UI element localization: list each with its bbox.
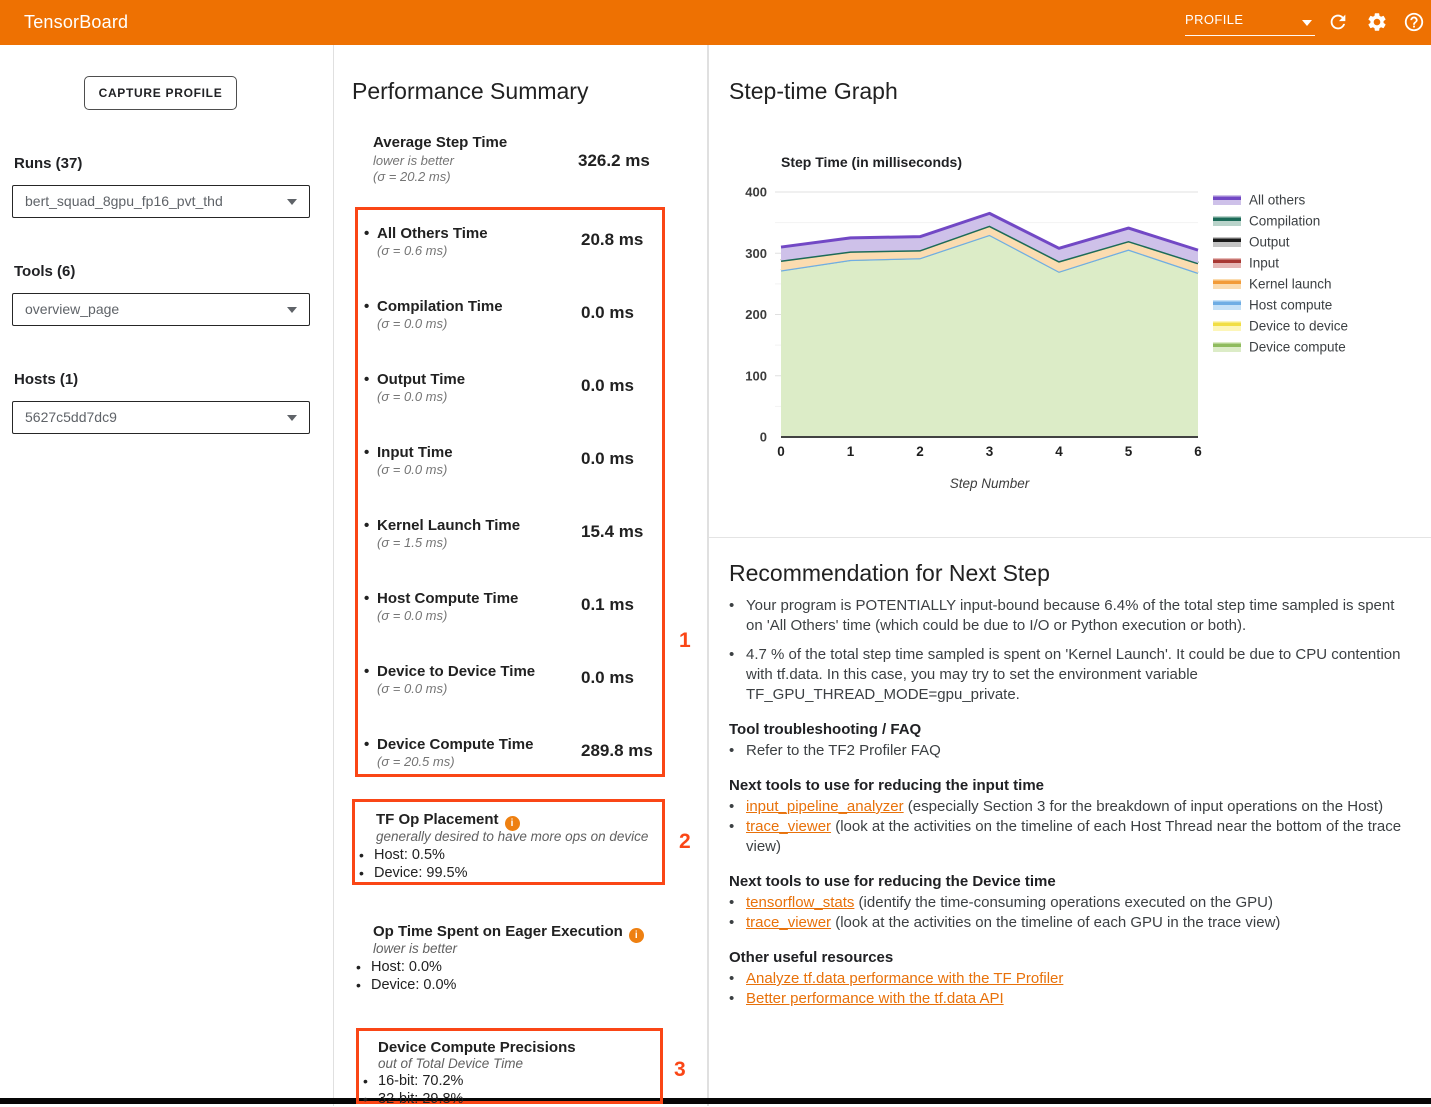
bullet-icon bbox=[363, 1073, 368, 1089]
metric-sigma: (σ = 0.0 ms) bbox=[377, 389, 448, 404]
svg-text:0: 0 bbox=[759, 429, 767, 445]
list-item: Device: 99.5% bbox=[374, 865, 468, 881]
metric-value: 0.0 ms bbox=[581, 303, 634, 322]
step-time-chart[interactable] bbox=[709, 150, 1431, 540]
svg-text:Device to device: Device to device bbox=[1249, 318, 1349, 334]
list-item bbox=[729, 913, 1407, 933]
device-compute-precisions-title: Device Compute Precisions bbox=[378, 1039, 576, 1056]
metric-name: Average Step Time bbox=[373, 134, 508, 151]
metric-value: 0.0 ms bbox=[581, 449, 634, 468]
bullet-icon bbox=[729, 741, 746, 761]
performance-summary-panel bbox=[334, 0, 708, 1106]
recommendation-title: Recommendation for Next Step bbox=[729, 560, 1050, 586]
info-icon[interactable] bbox=[629, 928, 644, 943]
app-header bbox=[0, 0, 1431, 45]
recommendation-content bbox=[729, 596, 1407, 1009]
bullet-icon bbox=[356, 977, 361, 993]
svg-text:Kernel launch: Kernel launch bbox=[1249, 276, 1332, 292]
sidebar bbox=[0, 0, 334, 1106]
bullet-icon bbox=[356, 959, 361, 975]
metric-sigma: (σ = 20.5 ms) bbox=[377, 754, 455, 769]
runs-label: Runs (37) bbox=[14, 155, 83, 172]
metric-name: Output Time bbox=[377, 371, 466, 388]
svg-text:300: 300 bbox=[745, 245, 767, 261]
bullet-icon bbox=[729, 969, 746, 989]
section-heading-other-resources: Other useful resources bbox=[729, 949, 894, 966]
bullet-icon bbox=[729, 989, 746, 1009]
bullet-icon bbox=[364, 444, 369, 461]
metric-name: Device to Device Time bbox=[377, 663, 536, 680]
runs-select[interactable] bbox=[12, 185, 310, 218]
section-heading-input-time: Next tools to use for reducing the input time bbox=[729, 777, 1045, 794]
metric-name: Compilation Time bbox=[377, 298, 503, 315]
metric-note: lower is better bbox=[373, 153, 454, 168]
svg-text:Step Time (in milliseconds): Step Time (in milliseconds) bbox=[781, 154, 963, 170]
section-heading-faq: Tool troubleshooting / FAQ bbox=[729, 721, 922, 738]
chevron-down-icon bbox=[287, 307, 297, 313]
list-item-text: Refer to the TF2 Profiler FAQ bbox=[746, 742, 941, 759]
svg-text:All others: All others bbox=[1249, 192, 1306, 208]
bullet-icon bbox=[729, 596, 746, 636]
performance-summary-title: Performance Summary bbox=[352, 78, 589, 104]
list-item bbox=[729, 817, 1407, 857]
eager-execution-title bbox=[373, 923, 644, 943]
app-title: TensorBoard bbox=[24, 12, 129, 32]
list-item-text: (especially Section 3 for the breakdown of input operations on the Host) bbox=[903, 798, 1384, 815]
dashboard-select-value: PROFILE bbox=[1185, 12, 1244, 27]
step-time-chart-svg[interactable] bbox=[709, 150, 1431, 540]
list-item-text: (identify the time-consuming operations executed on the GPU) bbox=[854, 894, 1273, 911]
bullet-icon bbox=[729, 645, 746, 705]
refresh-icon[interactable] bbox=[1327, 11, 1349, 33]
bullet-icon bbox=[729, 893, 746, 913]
list-item bbox=[729, 797, 1407, 817]
metric-sigma: (σ = 20.2 ms) bbox=[373, 169, 451, 184]
metric-name: Input Time bbox=[377, 444, 453, 461]
tools-select-value: overview_page bbox=[25, 301, 120, 317]
eager-execution-section bbox=[352, 914, 665, 1004]
metric-sigma: (σ = 1.5 ms) bbox=[377, 535, 448, 550]
gear-icon[interactable] bbox=[1366, 11, 1388, 33]
hosts-label: Hosts (1) bbox=[14, 371, 79, 388]
list-item-text: (look at the activities on the timeline of each GPU in the trace view) bbox=[831, 914, 1281, 931]
svg-text:2: 2 bbox=[916, 444, 924, 459]
bullet-icon bbox=[729, 817, 746, 857]
section-note: generally desired to have more ops on device bbox=[376, 829, 649, 844]
bullet-icon bbox=[359, 865, 364, 881]
recommendation-text: Your program is POTENTIALLY input-bound because 6.4% of the total step time sampled is spent on 'All Others' time (which could be due to I/O or Python execution or both). bbox=[746, 597, 1395, 634]
section-heading-device-time: Next tools to use for reducing the Device time bbox=[729, 873, 1056, 890]
svg-text:400: 400 bbox=[745, 184, 767, 200]
metric-sigma: (σ = 0.0 ms) bbox=[377, 316, 448, 331]
recommendation-text: 4.7 % of the total step time sampled is spent on 'Kernel Launch'. It could be due to CPU contention with tf.data. In this case, you may try to set the environment variable TF_GPU_THREAD_MODE=gpu_private. bbox=[746, 646, 1401, 703]
metric-value: 289.8 ms bbox=[581, 741, 653, 760]
bullet-icon bbox=[364, 663, 369, 680]
bullet-icon bbox=[363, 1091, 368, 1107]
metric-value: 20.8 ms bbox=[581, 230, 644, 249]
metric-name: Host Compute Time bbox=[377, 590, 519, 607]
list-item bbox=[729, 741, 1407, 761]
trace-viewer-link[interactable]: trace_viewer bbox=[746, 914, 832, 931]
annotation-box-2 bbox=[352, 799, 665, 885]
metric-value: 326.2 ms bbox=[578, 151, 650, 170]
svg-text:Step Number: Step Number bbox=[949, 476, 1030, 491]
metric-value: 0.0 ms bbox=[581, 668, 634, 687]
dashboard-select[interactable] bbox=[1185, 7, 1315, 36]
main-panel bbox=[708, 0, 1431, 1106]
svg-text:1: 1 bbox=[846, 444, 855, 459]
annotation-number-3: 3 bbox=[674, 1058, 686, 1081]
chevron-down-icon bbox=[1302, 20, 1312, 26]
recommendation-bullet bbox=[729, 596, 1407, 636]
metric-name: Kernel Launch Time bbox=[377, 517, 521, 534]
list-item bbox=[729, 969, 1407, 989]
bullet-icon bbox=[729, 797, 746, 817]
chevron-down-icon bbox=[287, 415, 297, 421]
annotation-number-2: 2 bbox=[679, 830, 691, 853]
chevron-down-icon bbox=[287, 199, 297, 205]
bullet-icon bbox=[364, 371, 369, 388]
list-item bbox=[729, 893, 1407, 913]
list-item: Host: 0.0% bbox=[371, 959, 442, 975]
input-pipeline-analyzer-link[interactable]: input_pipeline_analyzer bbox=[746, 798, 904, 815]
section-title-text: TF Op Placement bbox=[376, 811, 499, 828]
annotation-box-3 bbox=[356, 1028, 663, 1107]
hosts-select-value: 5627c5dd7dc9 bbox=[25, 409, 117, 425]
metric-sigma: (σ = 0.6 ms) bbox=[377, 243, 448, 258]
runs-select-value: bert_squad_8gpu_fp16_pvt_thd bbox=[25, 193, 223, 209]
svg-text:4: 4 bbox=[1055, 444, 1063, 459]
tf-op-placement-title bbox=[376, 811, 520, 831]
section-note: lower is better bbox=[373, 941, 458, 956]
section-note: out of Total Device Time bbox=[378, 1056, 523, 1071]
list-item-text: (look at the activities on the timeline of each Host Thread near the bottom of the trace view) bbox=[746, 818, 1402, 855]
annotation-number-1: 1 bbox=[679, 629, 691, 652]
metric-name: Device Compute Time bbox=[377, 736, 534, 753]
svg-text:Host compute: Host compute bbox=[1249, 297, 1333, 313]
bullet-icon bbox=[364, 298, 369, 315]
list-item: 16-bit: 70.2% bbox=[378, 1073, 464, 1089]
annotation-box-1 bbox=[355, 207, 665, 777]
capture-profile-button[interactable]: CAPTURE PROFILE bbox=[84, 76, 237, 110]
bullet-icon bbox=[729, 913, 746, 933]
section-title-text: Op Time Spent on Eager Execution bbox=[373, 923, 623, 940]
bullet-icon bbox=[364, 590, 369, 607]
better-performance-tfdata-link[interactable]: Better performance with the tf.data API bbox=[746, 990, 1004, 1007]
bullet-icon bbox=[359, 847, 364, 863]
list-item bbox=[729, 989, 1407, 1009]
metric-sigma: (σ = 0.0 ms) bbox=[377, 608, 448, 623]
metric-sigma: (σ = 0.0 ms) bbox=[377, 462, 448, 477]
analyze-tfdata-performance-link[interactable]: Analyze tf.data performance with the TF Profiler bbox=[746, 970, 1064, 987]
svg-text:5: 5 bbox=[1124, 444, 1133, 459]
svg-text:Device compute: Device compute bbox=[1249, 339, 1346, 355]
recommendation-bullet bbox=[729, 645, 1407, 705]
metric-value: 0.1 ms bbox=[581, 595, 634, 614]
svg-text:0: 0 bbox=[777, 444, 785, 459]
svg-text:3: 3 bbox=[985, 444, 994, 459]
metric-sigma: (σ = 0.0 ms) bbox=[377, 681, 448, 696]
bullet-icon bbox=[364, 225, 369, 242]
metric-value: 15.4 ms bbox=[581, 522, 644, 541]
tools-select[interactable] bbox=[12, 293, 310, 326]
section-divider bbox=[709, 537, 1431, 538]
tensorflow-stats-link[interactable]: tensorflow_stats bbox=[746, 894, 855, 911]
svg-text:Input: Input bbox=[1249, 255, 1280, 271]
svg-text:6: 6 bbox=[1194, 444, 1202, 459]
metric-name: All Others Time bbox=[377, 225, 488, 242]
list-item: 32-bit: 29.8% bbox=[378, 1091, 464, 1107]
hosts-select[interactable] bbox=[12, 401, 310, 434]
bottom-table-edge bbox=[0, 1098, 1431, 1104]
list-item: Host: 0.5% bbox=[374, 847, 445, 863]
svg-text:200: 200 bbox=[745, 307, 767, 322]
metric-value: 0.0 ms bbox=[581, 376, 634, 395]
step-time-graph-title: Step-time Graph bbox=[729, 78, 898, 104]
tools-label: Tools (6) bbox=[14, 263, 76, 280]
help-icon[interactable] bbox=[1403, 11, 1425, 33]
trace-viewer-link[interactable]: trace_viewer bbox=[746, 818, 832, 835]
svg-text:100: 100 bbox=[745, 368, 767, 384]
bullet-icon bbox=[364, 736, 369, 753]
svg-text:Compilation: Compilation bbox=[1249, 213, 1321, 229]
bullet-icon bbox=[364, 517, 369, 534]
svg-text:Output: Output bbox=[1249, 234, 1290, 250]
list-item: Device: 0.0% bbox=[371, 977, 457, 993]
